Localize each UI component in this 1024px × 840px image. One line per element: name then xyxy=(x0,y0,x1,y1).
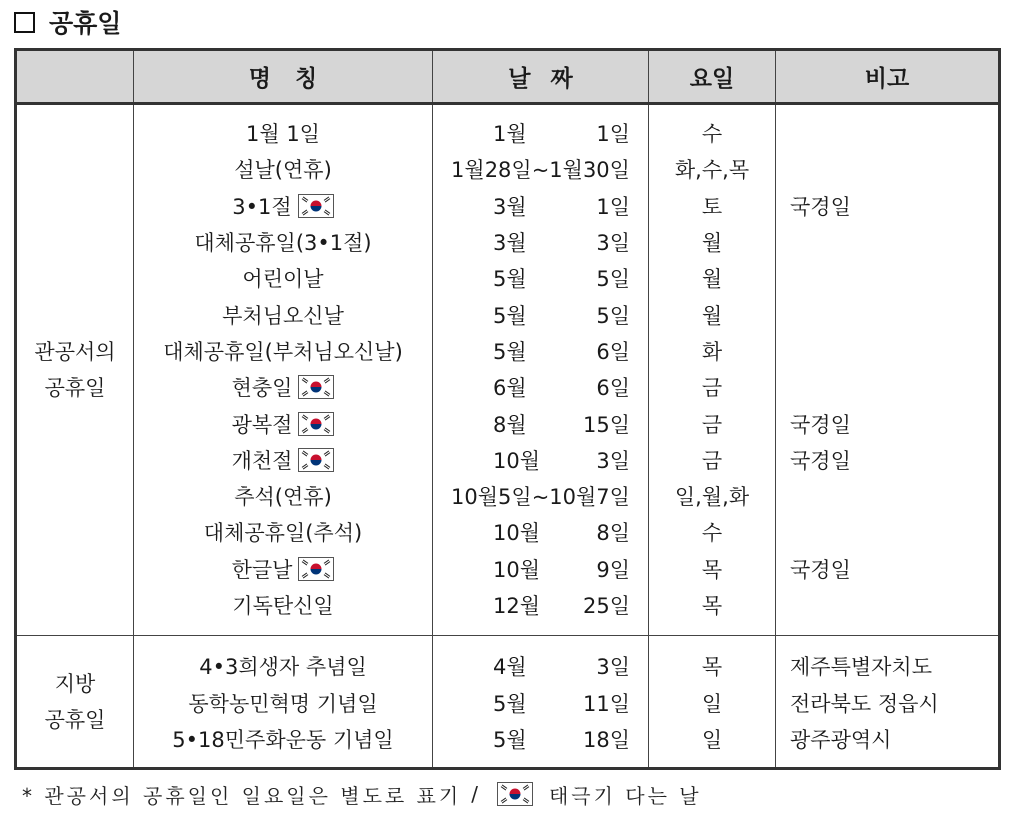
holiday-weekday xyxy=(649,648,775,684)
note-column xyxy=(776,636,1000,769)
date-month: 3월 xyxy=(493,194,527,219)
holiday-weekday xyxy=(649,333,775,369)
holiday-note xyxy=(776,478,998,514)
weekday-text: 금 xyxy=(701,448,723,473)
holiday-name-text: 3•1절 xyxy=(232,194,292,219)
holiday-date xyxy=(433,260,648,296)
date-day: 5일 xyxy=(596,267,630,292)
holiday-note xyxy=(776,721,998,757)
weekday-text: 목 xyxy=(701,594,723,618)
holiday-name xyxy=(134,296,432,332)
date-column xyxy=(433,104,649,636)
note-text: 광주광역시 xyxy=(790,727,892,752)
holiday-date xyxy=(433,151,648,187)
holiday-name-text: 대체공휴일(추석) xyxy=(203,521,363,546)
holiday-note xyxy=(776,151,998,187)
holiday-weekday xyxy=(649,587,775,623)
footnote-flag-label: 태극기 다는 날 xyxy=(548,783,702,808)
date-month: 5월 xyxy=(493,691,527,716)
holiday-name-text: 부처님오신날 xyxy=(222,303,344,328)
holiday-note xyxy=(776,260,998,296)
date-day: 5일 xyxy=(596,303,630,328)
korean-flag-icon xyxy=(298,448,334,472)
date-month: 5월 xyxy=(493,727,527,752)
korean-flag-icon xyxy=(298,375,334,399)
holiday-name-text: 추석(연휴) xyxy=(234,485,332,510)
weekday-text: 화,수,목 xyxy=(674,158,750,183)
holiday-name-text: 1월 1일 xyxy=(246,122,320,147)
holiday-note xyxy=(776,188,998,224)
category-line: 지방 xyxy=(54,671,96,696)
holiday-name-text: 5•18민주화운동 기념일 xyxy=(172,727,394,752)
section-title-text: 공휴일 xyxy=(49,9,122,38)
table-header-row xyxy=(16,50,1000,104)
holiday-name xyxy=(134,188,432,224)
korean-flag-icon xyxy=(298,194,334,218)
holiday-note xyxy=(776,587,998,623)
date-month: 10월 xyxy=(493,557,541,582)
holiday-note xyxy=(776,333,998,369)
holiday-name-text: 한글날 xyxy=(231,557,293,582)
date-month: 10월 xyxy=(493,521,541,546)
holiday-weekday xyxy=(649,369,775,405)
holiday-weekday xyxy=(649,115,775,151)
holiday-date xyxy=(433,333,648,369)
header-date: 날짜 xyxy=(433,50,649,104)
holiday-table xyxy=(14,48,1001,770)
holiday-date xyxy=(433,551,648,587)
category-line: 공휴일 xyxy=(44,376,106,401)
holiday-name-text: 대체공휴일(부처님오신날) xyxy=(163,339,403,364)
holiday-weekday xyxy=(649,551,775,587)
date-day: 1일 xyxy=(596,194,630,219)
holiday-name xyxy=(134,115,432,151)
holiday-date xyxy=(433,296,648,332)
date-month: 4월 xyxy=(493,655,527,680)
footnote xyxy=(22,774,702,814)
date-day: 6일 xyxy=(596,339,630,364)
holiday-weekday xyxy=(649,151,775,187)
weekday-text: 목 xyxy=(701,557,723,582)
date-day: 11일 xyxy=(582,691,630,716)
name-column xyxy=(134,104,433,636)
holiday-name xyxy=(134,369,432,405)
holiday-weekday xyxy=(649,296,775,332)
weekday-text: 화 xyxy=(701,339,723,364)
holiday-note xyxy=(776,369,998,405)
weekday-text: 월 xyxy=(701,231,723,256)
holiday-name xyxy=(134,260,432,296)
date-month: 5월 xyxy=(493,339,527,364)
holiday-note xyxy=(776,514,998,550)
holiday-weekday xyxy=(649,442,775,478)
holiday-name xyxy=(134,478,432,514)
holiday-weekday xyxy=(649,478,775,514)
holiday-note xyxy=(776,296,998,332)
date-day: 8일 xyxy=(596,521,630,546)
checkbox-square-icon xyxy=(14,12,35,33)
holiday-name xyxy=(134,514,432,550)
table-row xyxy=(16,104,1000,636)
date-month: 5월 xyxy=(493,267,527,292)
date-day: 18일 xyxy=(582,727,630,752)
date-month: 8월 xyxy=(493,412,527,437)
date-column xyxy=(433,636,649,769)
holiday-name xyxy=(134,442,432,478)
category-line: 관공서의 xyxy=(34,340,116,365)
holiday-name xyxy=(134,405,432,441)
weekday-text: 월 xyxy=(701,303,723,328)
date-month: 12월 xyxy=(493,594,541,618)
weekday-text: 수 xyxy=(701,521,723,546)
holiday-note xyxy=(776,684,998,720)
note-column xyxy=(776,104,1000,636)
holiday-name xyxy=(134,648,432,684)
footnote-text: * 관공서의 공휴일인 일요일은 별도로 표기 xyxy=(22,783,462,808)
holiday-weekday xyxy=(649,260,775,296)
date-day: 9일 xyxy=(596,557,630,582)
holiday-date xyxy=(433,369,648,405)
note-text: 전라북도 정읍시 xyxy=(790,691,939,716)
holiday-date xyxy=(433,721,648,757)
name-column xyxy=(134,636,433,769)
holiday-name xyxy=(134,224,432,260)
holiday-date xyxy=(433,478,648,514)
header-weekday: 요일 xyxy=(649,50,776,104)
date-day: 3일 xyxy=(596,655,630,680)
weekday-text: 수 xyxy=(701,122,723,147)
holiday-name xyxy=(134,151,432,187)
holiday-date xyxy=(433,188,648,224)
category-line: 공휴일 xyxy=(44,707,106,732)
date-month: 3월 xyxy=(493,231,527,256)
weekday-text: 토 xyxy=(701,194,723,219)
holiday-name xyxy=(134,333,432,369)
date-month: 6월 xyxy=(493,376,527,401)
holiday-weekday xyxy=(649,514,775,550)
holiday-name-text: 개천절 xyxy=(231,448,293,473)
holiday-name-text: 대체공휴일(3•1절) xyxy=(194,231,372,256)
note-text: 국경일 xyxy=(790,557,851,582)
holiday-date xyxy=(433,587,648,623)
holiday-date xyxy=(433,405,648,441)
holiday-note xyxy=(776,551,998,587)
date-month: 5월 xyxy=(493,303,527,328)
date-day: 3일 xyxy=(596,448,630,473)
holiday-weekday xyxy=(649,188,775,224)
holiday-date xyxy=(433,684,648,720)
header-name: 명칭 xyxy=(134,50,433,104)
holiday-note xyxy=(776,442,998,478)
note-text: 국경일 xyxy=(790,412,851,437)
holiday-name-text: 설날(연휴) xyxy=(234,158,332,183)
holiday-name-text: 현충일 xyxy=(231,376,293,401)
holiday-note xyxy=(776,405,998,441)
holiday-name xyxy=(134,551,432,587)
holiday-name-text: 기독탄신일 xyxy=(232,594,334,618)
weekday-column xyxy=(649,104,776,636)
date-range: 1월28일~1월30일 xyxy=(451,158,630,183)
korean-flag-icon xyxy=(497,782,533,806)
table-row xyxy=(16,636,1000,769)
weekday-text: 금 xyxy=(701,376,723,401)
holiday-date xyxy=(433,514,648,550)
header-category xyxy=(16,50,134,104)
date-day: 25일 xyxy=(582,594,630,618)
weekday-text: 일 xyxy=(701,691,723,716)
korean-flag-icon xyxy=(298,557,334,581)
holiday-name-text: 4•3희생자 추념일 xyxy=(199,655,367,680)
weekday-column xyxy=(649,636,776,769)
holiday-name-text: 동학농민혁명 기념일 xyxy=(188,691,378,716)
note-text: 국경일 xyxy=(790,448,851,473)
date-month: 10월 xyxy=(493,448,541,473)
weekday-text: 일 xyxy=(701,727,723,752)
holiday-note xyxy=(776,648,998,684)
holiday-weekday xyxy=(649,684,775,720)
holiday-date xyxy=(433,648,648,684)
footnote-separator: / xyxy=(471,782,481,806)
holiday-name xyxy=(134,587,432,623)
korean-flag-icon xyxy=(298,412,334,436)
weekday-text: 금 xyxy=(701,412,723,437)
date-day: 6일 xyxy=(596,376,630,401)
weekday-text: 목 xyxy=(701,655,723,680)
holiday-weekday xyxy=(649,405,775,441)
holiday-date xyxy=(433,115,648,151)
category-cell xyxy=(16,636,134,769)
date-month: 1월 xyxy=(493,122,527,147)
holiday-name xyxy=(134,684,432,720)
holiday-name-text: 광복절 xyxy=(231,412,293,437)
weekday-text: 월 xyxy=(701,267,723,292)
holiday-weekday xyxy=(649,224,775,260)
date-day: 1일 xyxy=(596,122,630,147)
note-text: 국경일 xyxy=(790,194,851,219)
weekday-text: 일,월,화 xyxy=(674,485,750,510)
note-text: 제주특별자치도 xyxy=(790,655,933,680)
holiday-note xyxy=(776,224,998,260)
holiday-date xyxy=(433,224,648,260)
section-title xyxy=(14,4,121,40)
date-day: 3일 xyxy=(596,231,630,256)
holiday-weekday xyxy=(649,721,775,757)
holiday-date xyxy=(433,442,648,478)
header-note: 비고 xyxy=(776,50,1000,104)
holiday-note xyxy=(776,115,998,151)
holiday-name-text: 어린이날 xyxy=(242,267,324,292)
holiday-name xyxy=(134,721,432,757)
date-day: 15일 xyxy=(582,412,630,437)
date-range: 10월5일~10월7일 xyxy=(451,485,630,510)
category-cell xyxy=(16,104,134,636)
